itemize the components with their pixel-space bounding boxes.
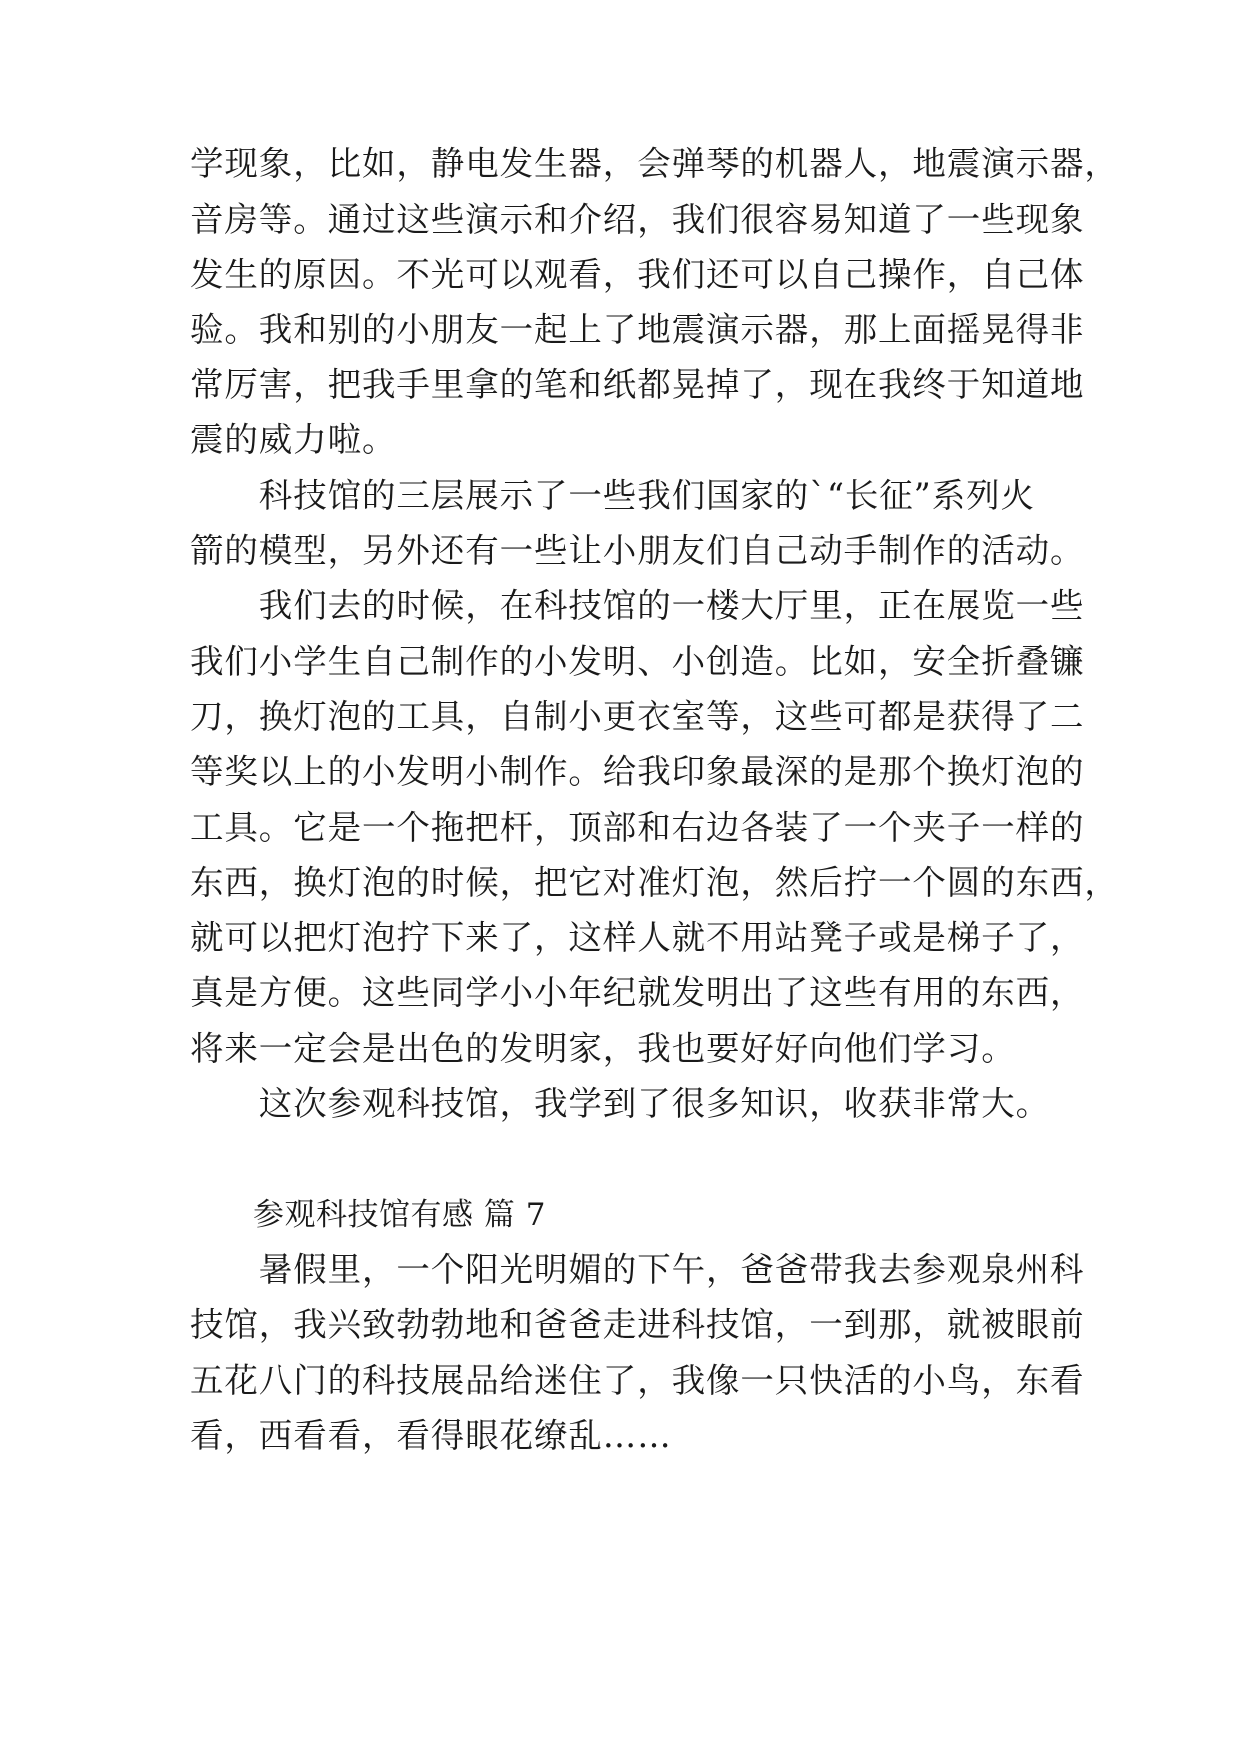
paragraph-line: 我们去的时候，在科技馆的一楼大厅里，正在展览一些 — [190, 586, 1085, 625]
section-heading: 参观科技馆有感 篇 7 — [253, 1197, 546, 1233]
paragraph-line: 常厉害，把我手里拿的笔和纸都晃掉了，现在我终于知道地 — [190, 365, 1085, 404]
paragraph-line: 就可以把灯泡拧下来了，这样人就不用站凳子或是梯子了， — [190, 918, 1085, 957]
paragraph-line: 科技馆的三层展示了一些我们国家的`“长征”系列火 — [190, 476, 1035, 515]
paragraph-line: 学现象，比如，静电发生器，会弹琴的机器人，地震演示器， — [190, 144, 1119, 183]
paragraph-line: 技馆，我兴致勃勃地和爸爸走进科技馆，一到那，就被眼前 — [190, 1305, 1085, 1344]
paragraph-line: 五花八门的科技展品给迷住了，我像一只快活的小鸟，东看 — [190, 1361, 1085, 1400]
paragraph-line: 我们小学生自己制作的小发明、小创造。比如，安全折叠镰 — [190, 642, 1085, 681]
paragraph-line: 刀，换灯泡的工具，自制小更衣室等，这些可都是获得了二 — [190, 697, 1085, 736]
paragraph-line: 这次参观科技馆，我学到了很多知识，收获非常大。 — [190, 1084, 1050, 1123]
paragraph-line: 真是方便。这些同学小小年纪就发明出了这些有用的东西， — [190, 973, 1085, 1012]
paragraph-line: 震的威力啦。 — [190, 420, 397, 459]
paragraph-line: 东西，换灯泡的时候，把它对准灯泡，然后拧一个圆的东西， — [190, 863, 1119, 902]
paragraph-line: 箭的模型，另外还有一些让小朋友们自己动手制作的活动。 — [190, 531, 1085, 570]
paragraph-line: 看，西看看，看得眼花缭乱…… — [190, 1416, 672, 1455]
paragraph-line: 等奖以上的小发明小制作。给我印象最深的是那个换灯泡的 — [190, 752, 1085, 791]
paragraph-line: 发生的原因。不光可以观看，我们还可以自己操作，自己体 — [190, 255, 1085, 294]
paragraph-line: 工具。它是一个拖把杆，顶部和右边各装了一个夹子一样的 — [190, 808, 1085, 847]
paragraph-line: 将来一定会是出色的发明家，我也要好好向他们学习。 — [190, 1029, 1016, 1068]
paragraph-line: 音房等。通过这些演示和介绍，我们很容易知道了一些现象 — [190, 200, 1085, 239]
paragraph-line: 验。我和别的小朋友一起上了地震演示器，那上面摇晃得非 — [190, 310, 1085, 349]
paragraph-line: 暑假里，一个阳光明媚的下午，爸爸带我去参观泉州科 — [190, 1250, 1085, 1289]
